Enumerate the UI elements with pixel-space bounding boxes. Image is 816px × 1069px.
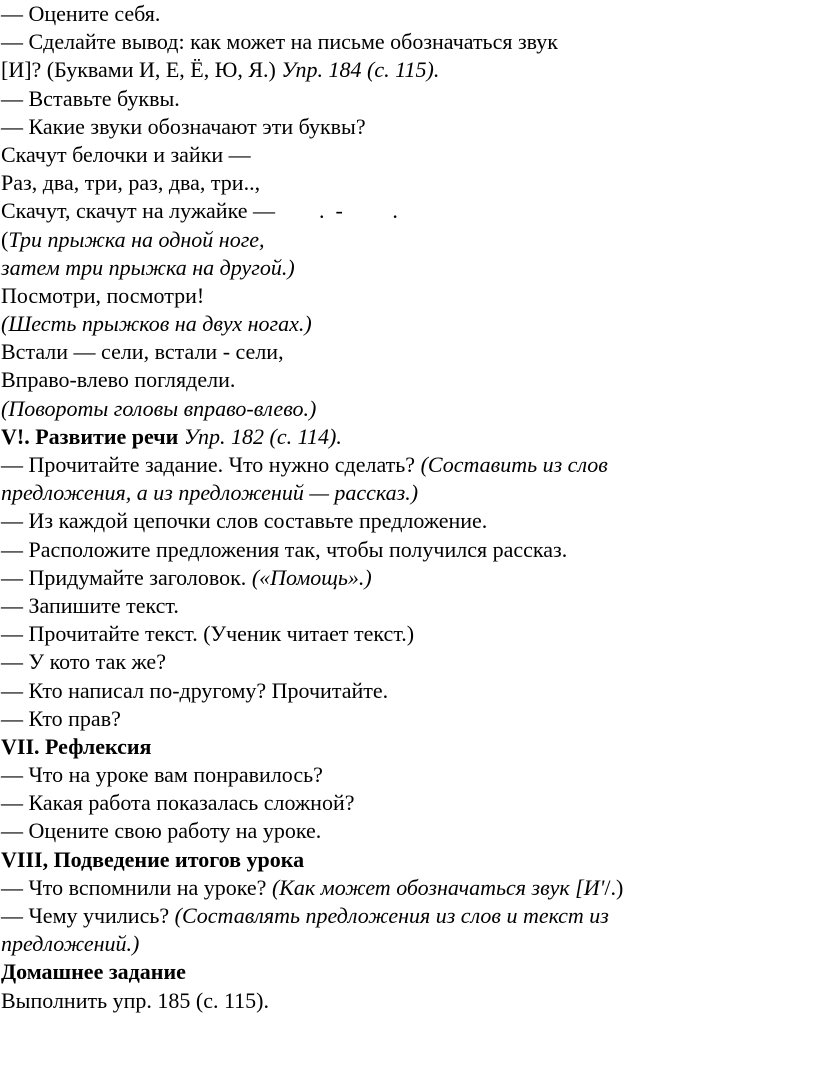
text-line xyxy=(1,592,811,620)
line-text: [И]? (Буквами И, Е, Ё, Ю, Я.) xyxy=(1,57,282,83)
italic-note: Упр. 184 (с. 115). xyxy=(281,57,440,83)
text-line xyxy=(1,479,811,507)
italic-note: предложений.) xyxy=(1,931,140,957)
heading-text: VII. Рефлексия xyxy=(1,733,152,759)
text-line xyxy=(1,226,811,254)
text-line xyxy=(1,620,811,648)
line-text: Скачут, скачут на лужайке — . - . xyxy=(1,198,398,224)
text-line xyxy=(1,56,811,84)
italic-note: (Составлять предложения из слов и текст из xyxy=(174,903,609,928)
line-text: — Какая работа показалась сложной? xyxy=(1,790,355,816)
text-line xyxy=(1,648,811,676)
italic-note: (Повороты головы вправо-влево.) xyxy=(1,395,317,421)
line-text: Вправо-влево поглядели. xyxy=(1,367,236,393)
italic-note: (Шесть прыжков на двух ногах.) xyxy=(1,311,312,337)
line-text: — У кото так же? xyxy=(1,649,166,675)
text-line xyxy=(1,958,811,986)
document-body xyxy=(1,0,811,1015)
text-line xyxy=(1,197,811,225)
italic-note: Три прыжка на одной ноге, xyxy=(8,226,265,252)
heading-text: V!. Развитие речи xyxy=(1,423,184,449)
text-line xyxy=(1,423,811,451)
italic-note: затем три прыжка на другой.) xyxy=(1,254,295,280)
text-line xyxy=(1,677,811,705)
line-text: — Какие звуки обозначают эти буквы? xyxy=(1,113,366,139)
text-line xyxy=(1,338,811,366)
italic-note: («Помощь».) xyxy=(251,564,372,590)
line-text: /.) xyxy=(604,874,624,900)
italic-note: Упр. 182 (с. 114). xyxy=(183,423,342,449)
text-line xyxy=(1,141,811,169)
line-text: Встали — сели, встали - сели, xyxy=(1,339,284,365)
text-line xyxy=(1,874,811,902)
line-text: — Кто написал по-другому? Прочитайте. xyxy=(1,677,389,703)
text-line xyxy=(1,395,811,423)
italic-note: (Как может обозначаться звук [И' xyxy=(271,874,605,900)
line-text: — Сделайте вывод: как может на письме обозначаться звук xyxy=(1,29,558,55)
line-text: ( xyxy=(1,226,9,252)
line-text: Скачут белочки и зайки — xyxy=(1,141,251,167)
line-text: Выполнить упр. 185 (с. 115). xyxy=(1,987,269,1013)
line-text: — Оцените свою работу на уроке. xyxy=(1,818,322,844)
text-line xyxy=(1,366,811,394)
text-line xyxy=(1,733,811,761)
line-text: — Из каждой цепочки слов составьте предложение. xyxy=(1,508,488,534)
text-line xyxy=(1,789,811,817)
line-text: — Прочитайте задание. Что нужно сделать? xyxy=(1,452,421,477)
line-text: — Придумайте заголовок. xyxy=(1,564,252,590)
line-text: Раз, два, три, раз, два, три.., xyxy=(1,170,261,196)
line-text: — Оцените себя. xyxy=(1,1,161,26)
text-line xyxy=(1,254,811,282)
text-line xyxy=(1,85,811,113)
text-line xyxy=(1,817,811,845)
text-line xyxy=(1,564,811,592)
text-line xyxy=(1,536,811,564)
text-line xyxy=(1,987,811,1015)
text-line xyxy=(1,310,811,338)
text-line xyxy=(1,0,811,28)
italic-note: предложения, а из предложений — рассказ.) xyxy=(1,480,419,506)
text-line xyxy=(1,169,811,197)
line-text: — Запишите текст. xyxy=(1,592,179,618)
text-line xyxy=(1,282,811,310)
line-text: — Что на уроке вам понравилось? xyxy=(1,762,323,788)
heading-text: VIII, Подведение итогов урока xyxy=(1,846,305,872)
text-line xyxy=(1,507,811,535)
line-text: — Кто прав? xyxy=(1,705,121,731)
text-line xyxy=(1,451,811,479)
text-line xyxy=(1,761,811,789)
text-line xyxy=(1,113,811,141)
line-text: — Что вспомнили на уроке? xyxy=(1,874,272,900)
heading-text: Домашнее задание xyxy=(1,959,186,985)
text-line xyxy=(1,705,811,733)
text-line xyxy=(1,28,811,56)
text-line xyxy=(1,930,811,958)
line-text: — Расположите предложения так, чтобы получился рассказ. xyxy=(1,536,568,562)
line-text: — Вставьте буквы. xyxy=(1,85,180,111)
line-text: — Прочитайте текст. (Ученик читает текст.) xyxy=(1,621,415,647)
line-text: Посмотри, посмотри! xyxy=(1,282,205,308)
line-text: — Чему учились? xyxy=(1,903,175,928)
text-line xyxy=(1,902,811,930)
text-line xyxy=(1,846,811,874)
italic-note: (Составить из слов xyxy=(420,452,608,477)
